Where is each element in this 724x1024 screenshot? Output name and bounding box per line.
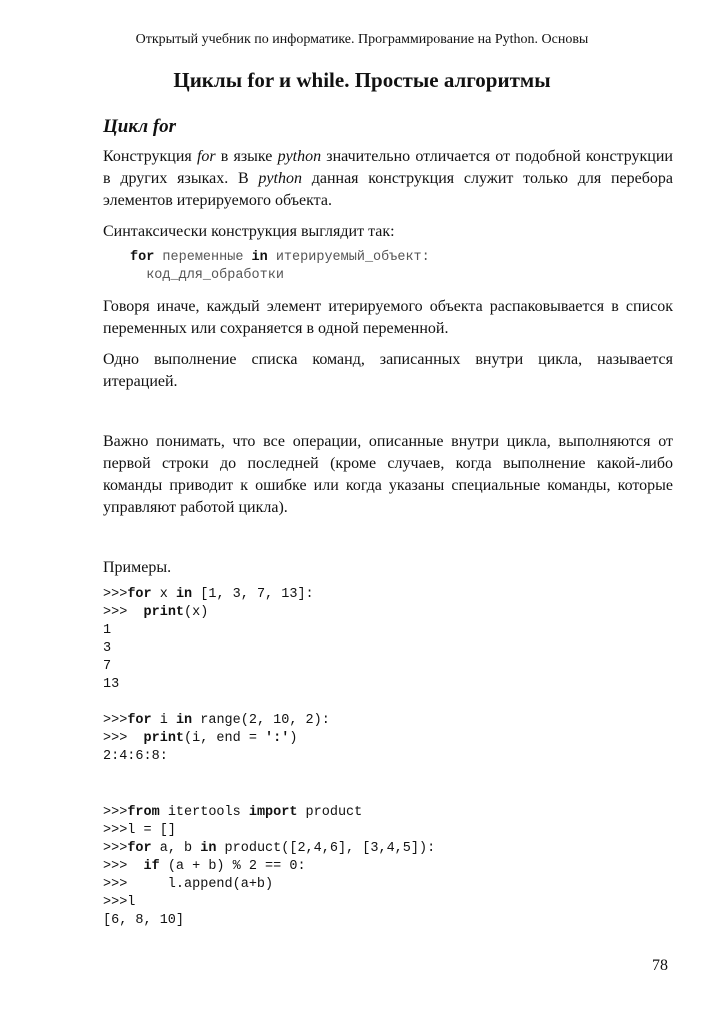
output-line: 13 [103, 677, 120, 692]
running-header: Открытый учебник по информатике. Программирование на Python. Основы [135, 32, 589, 47]
syntax-code-block [130, 249, 430, 285]
example-2-code [103, 712, 330, 766]
code-line: >>>l [103, 895, 136, 910]
code-line: код_для_обработки [130, 268, 284, 283]
output-line: [6, 8, 10] [103, 913, 185, 928]
code-line: >>> print(x) [103, 605, 209, 620]
syntax-intro-paragraph: Синтаксически конструкция выглядит так: [103, 223, 395, 240]
iteration-paragraph: Одно выполнение списка команд, записанных внутри цикла, называется итерацией. [103, 351, 673, 390]
code-line: >>>l = [] [103, 823, 176, 838]
explanation-paragraph: Говоря иначе, каждый элемент итерируемого объекта распаковывается в список переменных или сохраняется в одной переменной. [103, 298, 673, 337]
code-line: >>>from itertools import product [103, 805, 363, 820]
examples-label: Примеры. [103, 559, 172, 576]
section-heading: Цикл for [103, 116, 177, 137]
output-line: 7 [103, 659, 112, 674]
output-line: 3 [103, 641, 112, 656]
output-line: 1 [103, 623, 112, 638]
intro-paragraph: Конструкция for в языке python значительно отличается от подобной конструкции в других языках. В python данная конструкция служит только для перебора элементов итерируемого объекта. [103, 148, 674, 209]
code-line: >>>for i in range(2, 10, 2): [103, 713, 330, 728]
example-3-code [103, 804, 435, 930]
example-1-code [103, 586, 314, 694]
code-line: >>>for x in [1, 3, 7, 13]: [103, 587, 314, 602]
code-line: for переменные in итерируемый_объект: [130, 250, 430, 265]
code-line: >>> print(i, end = ':') [103, 731, 298, 746]
output-line: 2:4:6:8: [103, 749, 168, 764]
page-title: Циклы for и while. Простые алгоритмы [173, 68, 551, 92]
code-line: >>>for a, b in product([2,4,6], [3,4,5]): [103, 841, 436, 856]
code-line: >>> if (a + b) % 2 == 0: [103, 859, 306, 874]
page-number: 78 [652, 957, 668, 974]
important-paragraph: Важно понимать, что все операции, описанные внутри цикла, выполняются от первой строки до последней (кроме случаев, когда выполнение какой-либо команды приводит к ошибке или когда указаны специальные команды, которые управляют работой цикла). [103, 433, 673, 516]
code-line: >>> l.append(a+b) [103, 877, 274, 892]
